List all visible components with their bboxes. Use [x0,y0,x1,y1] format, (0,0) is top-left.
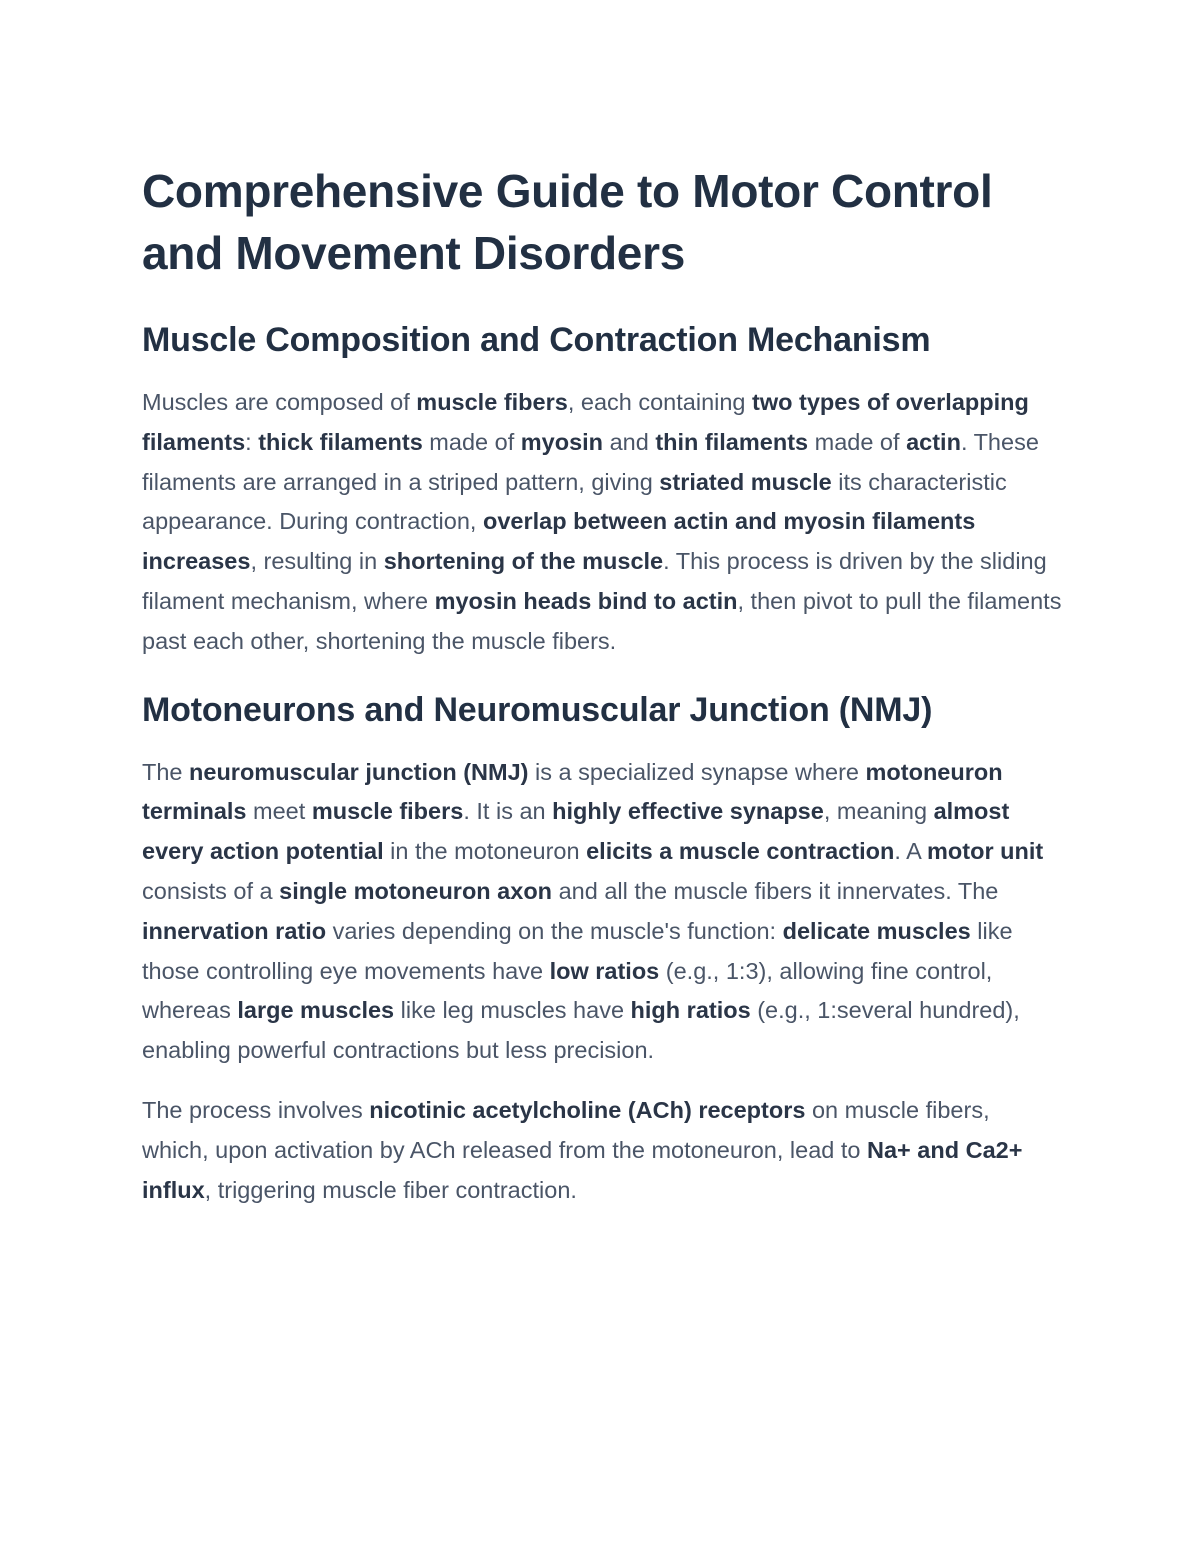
bold-term: two types of overlapping filaments [142,389,1029,455]
bold-term: almost every action potential [142,798,1010,865]
document-page [142,160,1062,1230]
bold-term: elicits a muscle contraction [586,838,895,865]
paragraph-nmj-overview: The neuromuscular junction (NMJ) is a specialized synapse where motoneuron terminals meet muscle fibers. It is an highly effective synapse, meaning almost every action potential in the motoneuron elicits a muscle contraction. A motor unit consists of a single motoneuron axon and all the muscle fibers it innervates. The innervation ratio varies depending on the muscle's function: delicate muscles like those controlling eye movements have low ratios (e.g., 1:3), allowing fine control, whereas large muscles like leg muscles have high ratios (e.g., 1:several hundred), enabling powerful contractions but less precision. [142,758,1044,1064]
bold-term: muscle fibers [416,389,568,415]
bold-term: myosin [520,428,604,455]
bold-term: muscle fibers [311,798,464,825]
bold-term: shortening of the muscle [383,548,664,575]
paragraph-muscle-composition: Muscles are composed of muscle fibers, each containing two types of overlapping filaments: thick filaments made of myosin and thin filaments made of actin. These filaments are arranged in a striped pattern, giving striated muscle its characteristic appearance. During contraction, overlap between actin and myosin filaments increases, resulting in shortening of the muscle. This process is driven by the sliding filament mechanism, where myosin heads bind to actin, then pivot to pull the filaments past each other, shortening the muscle fibers. [142,389,1062,654]
bold-term: delicate muscles [782,917,971,944]
bold-term: low ratios [549,957,660,984]
bold-term: thick filaments [258,428,423,455]
bold-term: large muscles [237,997,395,1024]
paragraph-nmj-process: The process involves nicotinic acetylcholine (ACh) receptors on muscle fibers, which, upon activation by ACh released from the motoneuron, lead to Na+ and Ca2+ influx, triggering muscle fiber contraction. [142,1096,1023,1203]
bold-term: striated muscle [659,468,832,495]
bold-term: innervation ratio [142,917,327,944]
bold-term: overlap between actin and myosin filaments increases [142,508,976,575]
bold-term: single motoneuron axon [279,877,553,904]
bold-term: neuromuscular junction (NMJ) [189,758,529,785]
bold-term: highly effective synapse [552,798,824,825]
bold-term: high ratios [630,997,751,1024]
section-heading-muscle-composition: Muscle Composition and Contraction Mechanism [142,321,931,359]
section-heading-nmj: Motoneurons and Neuromuscular Junction (NMJ) [142,690,933,729]
bold-term: motor unit [927,838,1044,865]
bold-term: thin filaments [655,428,809,455]
bold-term: Na+ and Ca2+ influx [142,1136,1023,1203]
bold-term: motoneuron terminals [142,758,1003,825]
bold-term: nicotinic acetylcholine (ACh) receptors [369,1096,806,1123]
bold-term: actin [906,428,961,455]
document-title: Comprehensive Guide to Motor Control and Movement Disorders [142,165,993,279]
bold-term: myosin heads bind to actin [434,587,738,614]
